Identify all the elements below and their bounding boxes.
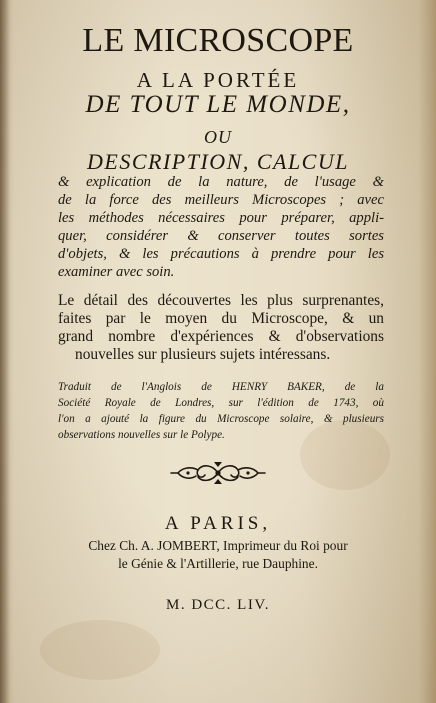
title-line-description: DESCRIPTION, CALCUL	[87, 149, 349, 174]
description-line: quer, considérer & conserver toutes sortes	[58, 228, 384, 244]
detail-line: Le détail des découvertes les plus surprenantes,	[58, 292, 384, 309]
description-line: & explication de la nature, de l'usage &	[58, 174, 384, 190]
imprint-place: A PARIS,	[164, 513, 272, 534]
translation-line: l'on a ajouté la figure du Microscope solaire, & plusieurs	[58, 413, 384, 425]
title-line-a-la-portee: A LA PORTÉE	[136, 68, 300, 92]
description-line: d'objets, & les précautions à prendre pour les	[58, 246, 384, 262]
paper-stain	[40, 620, 160, 680]
detail-line: faites par le moyen du Microscope, & un	[58, 310, 384, 327]
detail-line: grand nombre d'expériences & d'observations	[58, 328, 384, 345]
description-line: de la force des meilleurs Microscopes ; avec	[58, 192, 384, 208]
paper-stain	[300, 420, 390, 490]
publisher-line: Chez Ch. A. JOMBERT, Imprimeur du Roi pour	[88, 538, 348, 553]
detail-line: nouvelles sur plusieurs sujets intéressans.	[75, 346, 331, 363]
imprint-year: M. DCC. LIV.	[166, 597, 270, 613]
translation-line: observations nouvelles sur le Polype.	[58, 429, 225, 441]
description-line: les méthodes nécessaires pour préparer, appli-	[58, 210, 384, 226]
title-line-ou: OU	[204, 127, 232, 147]
translation-line: Traduit de l'Anglois de HENRY BAKER, de la	[58, 381, 384, 393]
translation-line: Société Royale de Londres, sur l'édition de 1743, où	[58, 397, 384, 409]
publisher-line: le Génie & l'Artillerie, rue Dauphine.	[118, 556, 318, 571]
fleuron-ornament-icon	[168, 458, 268, 488]
description-line: examiner avec soin.	[58, 264, 175, 280]
title-line-de-tout-le-monde: DE TOUT LE MONDE,	[85, 91, 351, 118]
book-title: LE MICROSCOPE	[82, 22, 354, 59]
